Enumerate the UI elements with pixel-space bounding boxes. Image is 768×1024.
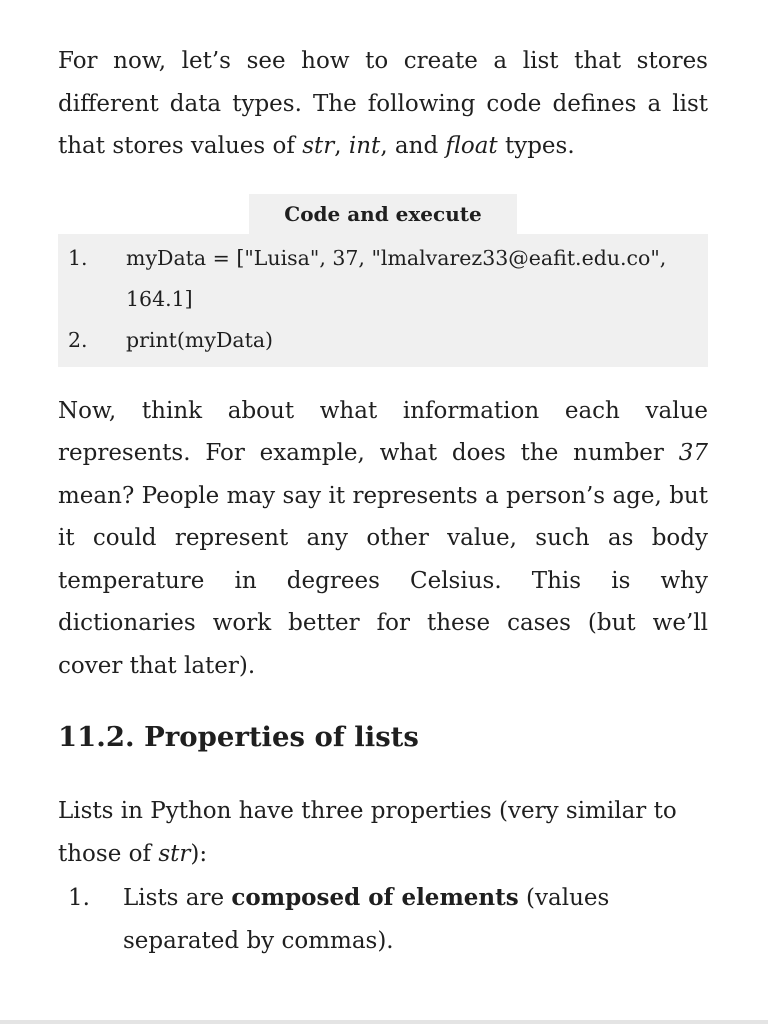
type-str-2: str <box>158 840 191 867</box>
list-item-number: 1. <box>68 885 90 911</box>
properties-text-2: ): <box>190 840 208 867</box>
code-line-number: 1. <box>68 245 88 270</box>
type-float: float <box>445 133 498 159</box>
list-item <box>58 877 708 962</box>
code-line <box>58 238 708 320</box>
intro-paragraph <box>58 40 708 168</box>
intro-text-1: For now, let’s see how to create a list that stores different data types. The following code defines a list that stores values of <box>58 48 708 159</box>
explanation-text-2: mean? People may say it represents a person’s age, but it could represent any other value, such as body temperature in degrees Celsius. This is why dictionaries work better for these cases (but we’ll cover that later). <box>58 482 708 679</box>
list-item-text-before: Lists are <box>123 885 232 911</box>
type-str: str <box>302 133 335 159</box>
list-item-text-after: (values separated by commas). <box>123 885 610 954</box>
explanation-paragraph <box>58 390 708 688</box>
properties-list <box>58 877 708 962</box>
code-caption: Code and execute <box>249 194 517 234</box>
code-line-text: myData = ["Luisa", 37, "lmalvarez33@eafit.edu.co", 164.1] <box>126 245 667 311</box>
list-item-text <box>123 877 708 962</box>
list-item-bold: composed of elements <box>231 884 519 911</box>
section-heading: 11.2. Properties of lists <box>58 721 419 753</box>
type-int: int <box>348 133 381 159</box>
code-line-number: 2. <box>68 327 88 352</box>
properties-paragraph <box>58 790 708 875</box>
page-bottom-rule <box>0 1020 768 1024</box>
document-page <box>58 40 708 962</box>
intro-sep-1: , <box>334 133 349 159</box>
code-table <box>58 234 708 367</box>
code-block <box>58 194 708 367</box>
number-37: 37 <box>678 440 708 466</box>
intro-text-2: types. <box>497 133 575 159</box>
explanation-text-1: Now, think about what information each value represents. For example, what does the number <box>58 397 708 466</box>
code-line-text: print(myData) <box>126 327 274 352</box>
properties-text-1: Lists in Python have three properties (very similar to those of <box>58 798 677 867</box>
code-caption-wrap <box>58 194 708 234</box>
intro-sep-2: , and <box>380 133 446 159</box>
code-line <box>58 320 708 361</box>
